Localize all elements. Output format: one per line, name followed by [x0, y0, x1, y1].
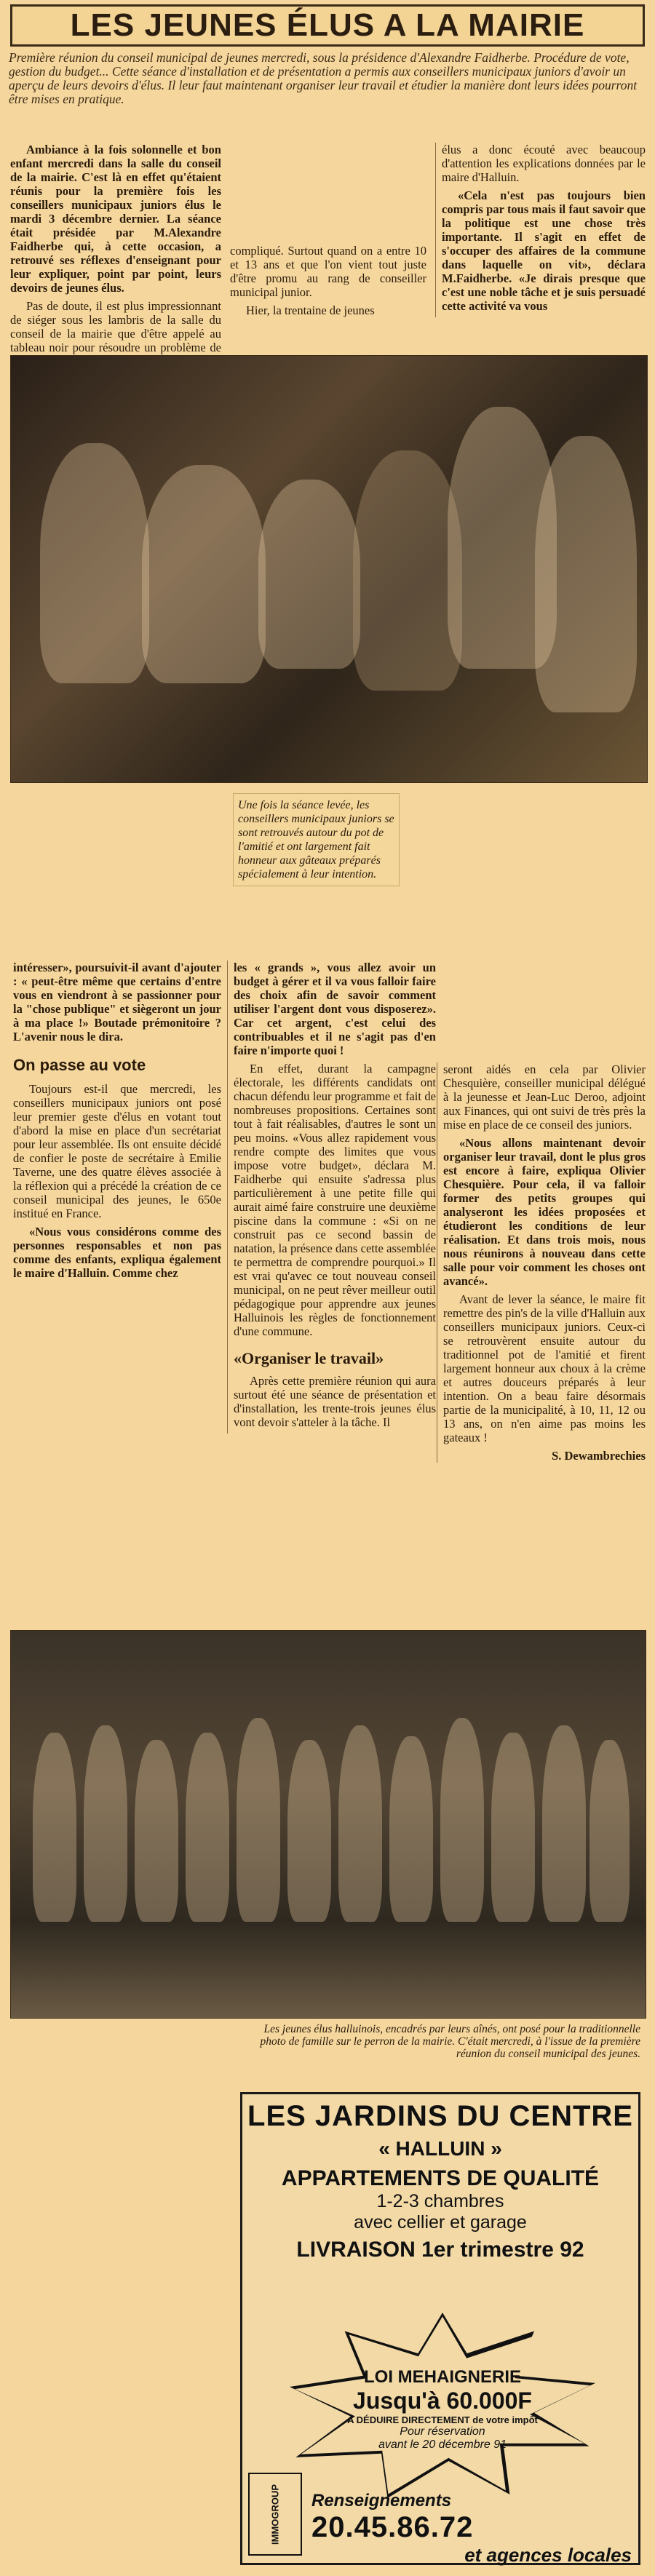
paragraph: «Cela n'est pas toujours bien compris par tous mais il faut savoir que la politique est une chose très importante. Il s'agit en effet de s'occuper des affaires de la commune dans laquelle on vit», déclara M.Faidherbe. «Je dirais presque que c'est une noble tâche et je suis persuadé cette activité va vous [442, 188, 646, 313]
ad-line: LIVRAISON 1er trimestre 92 [296, 2238, 584, 2262]
top-column-2 [230, 244, 426, 322]
bottom-column-1 [13, 961, 221, 1284]
ad-line: avec cellier et garage [354, 2212, 527, 2233]
photo-group [10, 1630, 646, 2019]
bottom-column-2 [227, 961, 436, 1434]
ad-agencies: et agences locales [464, 2544, 632, 2566]
headline: LES JEUNES ÉLUS A LA MAIRIE [70, 7, 585, 43]
ad-contact [311, 2491, 632, 2567]
paragraph: En effet, durant la campagne électorale, les différents candidats ont chacun défendu leur programme et fait de nombreuses propositions. Certaines sont tout à fait réalisables, d'autres le sont un peu moins. «Vous allez rapidement vous rendre compte des limites que vous impose votre budget», déclara M. Faidherbe qui ensuite s'adressa plus particulièrement à une petite fille qui aurait aimé faire construire une deuxième piscine dans la commune : «Si on ne construit pas ce second bassin de natation, la présence dans cette assemblée te permettra de comprendre pourquoi.» Il est vrai qu'avec ce tout nouveau conseil municipal, on ne peut rêver meilleur outil pédagogique pour apprendre aux jeunes Halluinois les règles de fonctionnement d'une commune. [234, 1062, 436, 1338]
paragraph: Avant de lever la séance, le maire fit remettre des pin's de la ville d'Halluin aux conseillers municipaux juniors. Ceux-ci se retrouvèrent ensuite autour du traditionnel pot de l'amitié et firent largement honneur aux choux à la crème et autres douceurs préparés à leur intention. On a beau faire désormais partie de la municipalité, à 10, 11, 12 ou 13 ans, on n'en aime pas moins les gateaux ! [443, 1292, 646, 1444]
byline: S. Dewambrechies [552, 1449, 646, 1463]
ad-info-label: Renseignements [311, 2491, 452, 2511]
bottom-column-3 [437, 1062, 646, 1463]
ad-title: LES JARDINS DU CENTRE [247, 2100, 633, 2132]
advertisement [240, 2092, 640, 2565]
paragraph: Toujours est-il que mercredi, les conseillers municipaux juniors ont posé leur premier geste d'élus en votant tout d'abord la mise en place d'un secrétariat pour leur assemblée. Ils ont ensuite décidé de confier le poste de secrétaire à Emilie Taverne, une des quatre élèves associée à la réflexion qui a précédé la création de ce conseil municipal des jeunes, le 650e institué en France. [13, 1082, 221, 1220]
ad-deadline: avant le 20 décembre 91 [378, 2438, 507, 2451]
ad-reservation: Pour réservation [400, 2425, 485, 2438]
paragraph: intéresser», poursuivit-il avant d'ajouter : « peut-être même que certains d'entre vous en viendront à se passionner pour la "chose publique" et siègeront un jour à ma place !» Boutade prémonitoire ? L'avenir nous le dira. [13, 961, 221, 1043]
headline-box [10, 4, 645, 47]
paragraph: Pas de doute, il est plus impressionnant de siéger sous les lambris de la salle du conseil de la mairie que d'être appelé au tableau noir pour résoudre un problème de [10, 299, 221, 354]
immogroup-logo: IMMOGROUP [248, 2473, 302, 2556]
paragraph: élus a donc écouté avec beaucoup d'attention les explications données par le maire d'Halluin. [442, 143, 646, 184]
subheading: On passe au vote [13, 1056, 146, 1074]
paragraph: seront aidés en cela par Olivier Chesquière, conseiller municipal délégué à la jeunesse et Jean-Luc Deroo, adjoint aux Finances, qui ont suivi de très près la mise en place de ce conseil des juniors. [443, 1062, 646, 1132]
photo-reception [10, 355, 648, 783]
paragraph: Hier, la trentaine de jeunes [246, 303, 375, 317]
paragraph: les « grands », vous allez avoir un budget à gérer et il va vous falloir faire des choix afin de savoir comment utiliser l'argent dont vous disposerez». Car cet argent, c'est celui des contribuables et il ne s'agit pas d'en faire n'importe quoi ! [234, 961, 436, 1057]
subheading: «Organiser le travail» [234, 1349, 384, 1367]
ad-place: « HALLUIN » [378, 2137, 502, 2160]
paragraph: «Nous vous considérons comme des personnes responsables et non pas comme des enfants, expliqua également le maire d'Halluin. Comme chez [13, 1225, 221, 1280]
ad-phone: 20.45.86.72 [311, 2511, 474, 2543]
intro-text: Première réunion du conseil municipal de jeunes mercredi, sous la présidence d'Alexandre Faidherbe. Procédure de vote, gestion du budget... Cette séance d'installation et de présentation a permis aux conseillers municipaux juniors d'avoir un aperçu de leurs devoirs d'élus. Il leur faut maintenant organiser leur travail et étudier la manière dont leurs idées pourront être mises en pratique. [9, 50, 638, 106]
paragraph: compliqué. Surtout quand on a entre 10 et 13 ans et que l'on vient tout juste d'être promu au rang de conseiller municipal junior. [230, 244, 426, 299]
paragraph: Après cette première réunion qui aura surtout été une séance de présentation et d'installation, les trente-trois jeunes élus vont devoir s'atteler à la tâche. Il [234, 1374, 436, 1429]
starburst-text [330, 2367, 555, 2452]
top-column-1 [10, 143, 221, 373]
ad-law: LOI MEHAIGNERIE [363, 2367, 521, 2387]
photo-caption-2: Les jeunes élus halluinois, encadrés par leurs aînés, ont posé pour la traditionnelle photo de famille sur le perron de la mairie. C'était mercredi, à l'issue de la première réunion du conseil municipal des jeunes. [260, 2023, 640, 2060]
top-column-3 [435, 143, 646, 317]
photo-caption-1: Une fois la séance levée, les conseillers municipaux juniors se sont retrouvés autour du pot de l'amitié et ont largement fait honneur aux gâteaux préparés spécialement à leur intention. [233, 793, 400, 886]
ad-line: APPARTEMENTS DE QUALITÉ [281, 2166, 600, 2190]
ad-amount: Jusqu'à 60.000F [353, 2388, 532, 2414]
ad-line: 1-2-3 chambres [376, 2191, 504, 2211]
ad-tax: A DÉDUIRE DIRECTEMENT de votre impôt [347, 2414, 538, 2425]
paragraph: Ambiance à la fois solonnelle et bon enfant mercredi dans la salle du conseil de la mairie. C'est là en effet qu'étaient réunis pour la première fois les conseillers municipaux juniors élus le mardi 3 décembre dernier. La séance était présidée par M.Alexandre Faidherbe qui, à cette occasion, a retrouvé ses réflexes d'enseignant pour leur expliquer, point par point, leurs devoirs de jeunes élus. [10, 143, 221, 295]
paragraph: «Nous allons maintenant devoir organiser leur travail, dont le plus gros est encore à faire, expliqua Olivier Chesquière. Pour cela, il va falloir former des petits groupes qui analyseront les idées proposées et étudieront les conditions de leur réalisation. Et dans trois mois, nous nous réunirons à nouveau dans cette salle pour voir comment les choses ont avancé». [443, 1136, 646, 1288]
